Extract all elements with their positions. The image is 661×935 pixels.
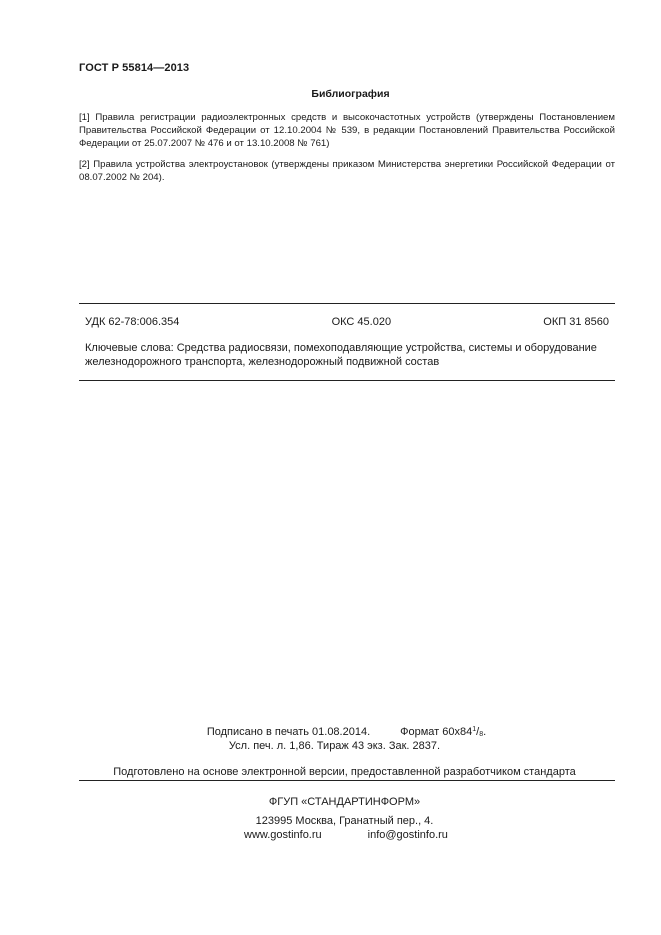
bibliography-title: Библиография — [311, 88, 390, 100]
classification-row — [85, 316, 609, 328]
divider-middle — [79, 380, 615, 381]
oks-code: ОКС 45.020 — [331, 316, 392, 328]
publisher-contacts — [244, 829, 448, 841]
imprint-format: Формат $60x84^1/_8$. — [400, 726, 487, 738]
publisher-website-link[interactable]: www.gostinfo.ru — [244, 829, 322, 841]
bibliography-entry-1: [1] Правила регистрации радиоэлектронных средств и высокочастотных устройств (утверждены Постановлением Правительства Российской Федерации от 12.10.2004 № 539, в редакции Постановлений Правительства Российской Федерации от 25.07.2007 № 476 и от 13.10.2008 № 761) — [79, 112, 615, 149]
page-header-standard-code: ГОСТ Р 55814—2013 — [79, 62, 190, 74]
imprint-signed: Подписано в печать 01.08.2014. — [206, 726, 371, 738]
bibliography-entry-2: [2] Правила устройства электроустановок (утверждены приказом Министерства энергетики Российской Федерации от 08.07.2002 № 204). — [79, 159, 615, 183]
keywords: Ключевые слова: Средства радиосвязи, помехоподавляющие устройства, системы и оборудование железнодорожного транспорта, железнодорожный подвижной состав — [85, 342, 597, 368]
publisher-address: 123995 Москва, Гранатный пер., 4. — [255, 815, 434, 827]
okp-code: ОКП 31 8560 — [543, 316, 609, 328]
udk-code: УДК 62-78:006.354 — [85, 316, 180, 328]
prepared-note: Подготовлено на основе электронной версии, предоставленной разработчиком стандарта — [113, 766, 576, 778]
publisher-name: ФГУП «СТАНДАРТИНФОРМ» — [268, 796, 421, 808]
publisher-email-link[interactable]: info@gostinfo.ru — [367, 829, 448, 841]
imprint-line-2: Усл. печ. л. 1,86. Тираж 43 экз. Зак. 2837. — [228, 740, 441, 752]
divider-bottom — [79, 780, 615, 781]
imprint-line-1 — [0, 726, 661, 738]
divider-top — [79, 303, 615, 304]
